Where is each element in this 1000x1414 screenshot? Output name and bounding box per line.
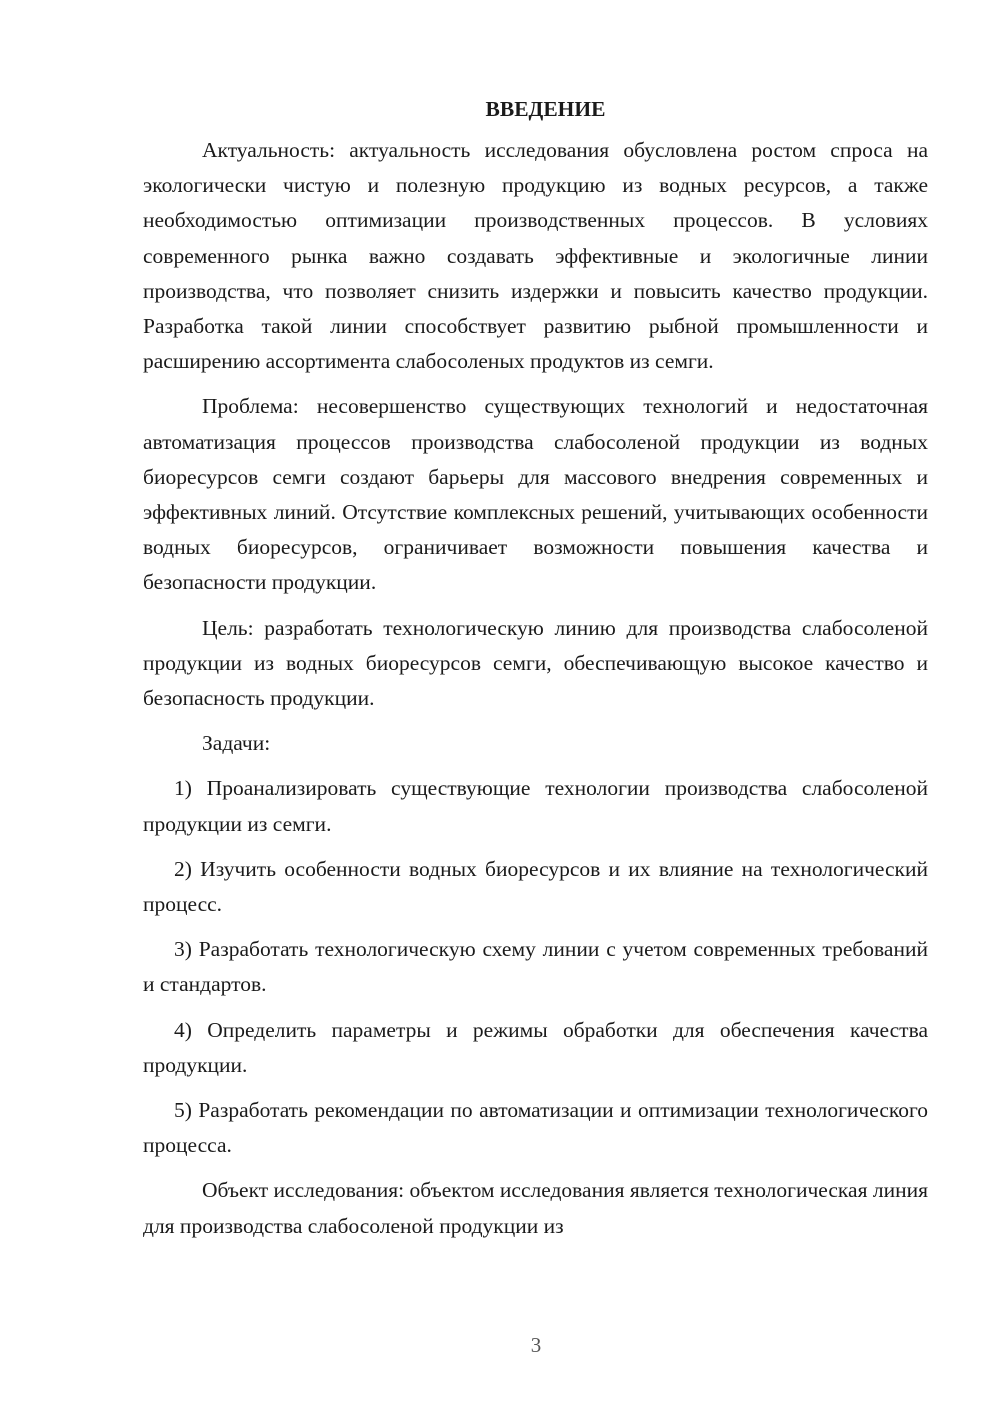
section-heading: ВВЕДЕНИЕ bbox=[485, 97, 606, 121]
document-page bbox=[143, 92, 928, 1254]
tasks-label: Задачи: bbox=[202, 731, 271, 756]
task-item: 2) Изучить особенности водных биоресурсов и их влияние на технологический процесс. bbox=[143, 856, 928, 917]
tasks-list bbox=[143, 771, 928, 1163]
object-paragraph: Объект исследования: объектом исследования является технологическая линия для производства слабосоленой продукции из bbox=[143, 1178, 928, 1238]
problem-paragraph: Проблема: несовершенство существующих технологий и недостаточная автоматизация процессов производства слабосоленой продукции из водных биоресурсов семги создают барьеры для массового внедрения современных и эффективных линий. Отсутствие комплексных решений, учитывающих особенности водных биоресурсов, ограничивает возможности повышения качества и безопасности продукции. bbox=[143, 394, 928, 595]
task-item: 1) Проанализировать существующие технологии производства слабосоленой продукции из семги. bbox=[143, 776, 928, 836]
page-number: 3 bbox=[530, 1333, 542, 1357]
task-item: 4) Определить параметры и режимы обработки для обеспечения качества продукции. bbox=[143, 1017, 928, 1077]
goal-paragraph: Цель: разработать технологическую линию для производства слабосоленой продукции из водных биоресурсов семги, обеспечивающую высокое качество и безопасность продукции. bbox=[143, 615, 928, 711]
task-item: 3) Разработать технологическую схему линии с учетом современных требований и стандартов. bbox=[143, 937, 928, 997]
relevance-paragraph: Актуальность: актуальность исследования обусловлена ростом спроса на экологически чистую и полезную продукцию из водных ресурсов, а также необходимостью оптимизации производственных процессов. В условиях современного рынка важно создавать эффективные и экологичные линии производства, что позволяет снизить издержки и повысить качество продукции. Разработка такой линии способствует развитию рыбной промышленности и расширению ассортимента слабосоленых продуктов из семги. bbox=[143, 138, 928, 374]
task-item: 5) Разработать рекомендации по автоматизации и оптимизации технологического процесса. bbox=[143, 1098, 928, 1158]
